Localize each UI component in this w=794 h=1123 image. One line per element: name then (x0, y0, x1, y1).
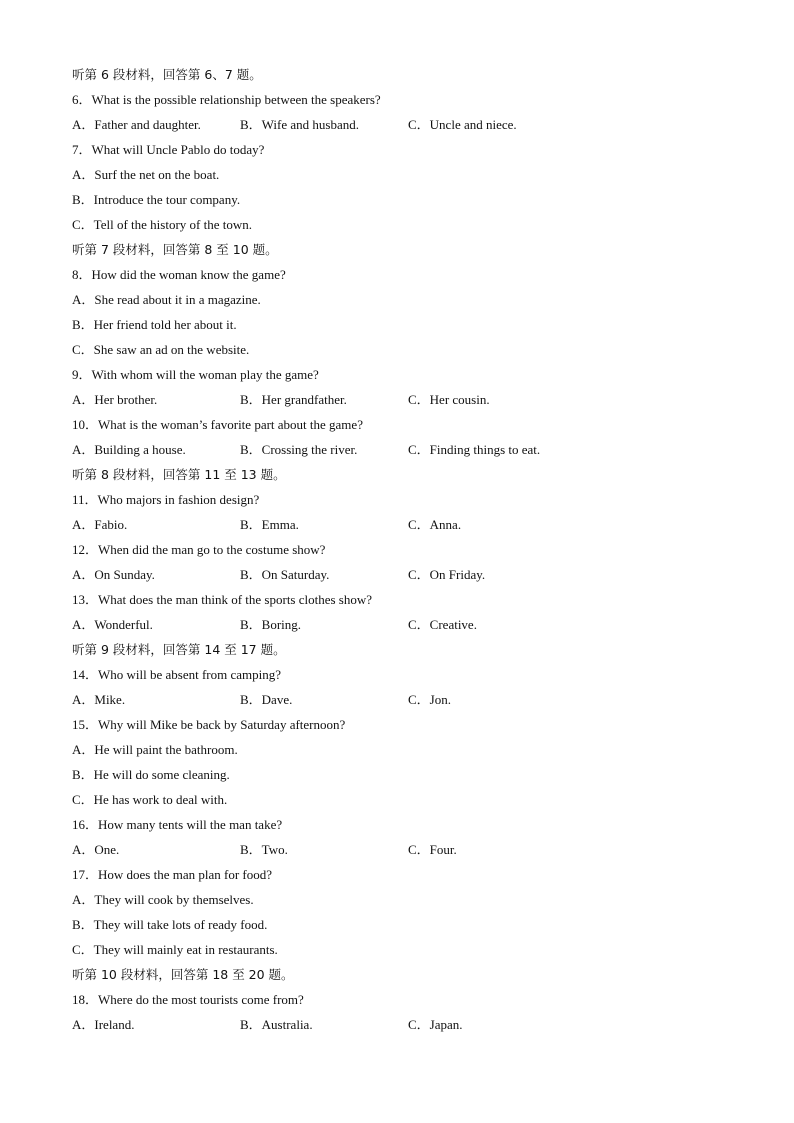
answer-option: A．Her brother. (72, 392, 158, 407)
answer-option: B．Wife and husband. (240, 117, 359, 132)
answer-options-row (72, 512, 732, 537)
answer-option: A．Building a house. (72, 442, 186, 457)
question-text: 6．What is the possible relationship between the speakers? (72, 92, 381, 107)
question-text: 10．What is the woman’s favorite part about the game? (72, 417, 363, 432)
question-text: 14．Who will be absent from camping? (72, 667, 282, 682)
section-heading: 听第 6 段材料，回答第 6、7 题。 (72, 67, 262, 82)
answer-option: B．Introduce the tour company. (72, 192, 241, 207)
answer-option: A．On Sunday. (72, 567, 155, 582)
answer-option: A．Father and daughter. (72, 117, 201, 132)
answer-option: A．Mike. (72, 692, 126, 707)
question-text: 18．Where do the most tourists come from? (72, 992, 304, 1007)
answer-option: B．He will do some cleaning. (72, 767, 230, 782)
question-text: 7．What will Uncle Pablo do today? (72, 142, 265, 157)
answer-option: A．Surf the net on the boat. (72, 167, 220, 182)
answer-option: B．Dave. (240, 692, 293, 707)
question-text: 16．How many tents will the man take? (72, 817, 283, 832)
answer-option: B．Boring. (240, 617, 302, 632)
question-text: 12．When did the man go to the costume show? (72, 542, 326, 557)
section-heading: 听第 10 段材料，回答第 18 至 20 题。 (72, 967, 294, 982)
section-heading: 听第 7 段材料，回答第 8 至 10 题。 (72, 242, 278, 257)
answer-option: B．Two. (240, 842, 288, 857)
answer-option: C．They will mainly eat in restaurants. (72, 942, 278, 957)
section-heading: 听第 8 段材料，回答第 11 至 13 题。 (72, 467, 286, 482)
question-text: 9．With whom will the woman play the game? (72, 367, 319, 382)
answer-option: C．He has work to deal with. (72, 792, 228, 807)
exam-page (72, 62, 732, 1037)
answer-option: A．She read about it in a magazine. (72, 292, 261, 307)
answer-options-row (72, 387, 732, 412)
answer-options-row (72, 112, 732, 137)
answer-option: B．Crossing the river. (240, 442, 358, 457)
answer-option: C．Japan. (408, 1017, 463, 1032)
answer-option: C．Finding things to eat. (408, 442, 541, 457)
answer-option: C．Anna. (408, 517, 462, 532)
answer-option: B．Emma. (240, 517, 299, 532)
answer-option: B．Australia. (240, 1017, 313, 1032)
answer-options-row (72, 562, 732, 587)
answer-options-row (72, 837, 732, 862)
answer-option: B．Her friend told her about it. (72, 317, 237, 332)
answer-options-row (72, 612, 732, 637)
answer-option: A．They will cook by themselves. (72, 892, 254, 907)
section-heading: 听第 9 段材料，回答第 14 至 17 题。 (72, 642, 286, 657)
answer-option: C．Four. (408, 842, 457, 857)
answer-option: C．Uncle and niece. (408, 117, 517, 132)
answer-option: C．Tell of the history of the town. (72, 217, 252, 232)
question-text: 8．How did the woman know the game? (72, 267, 286, 282)
answer-option: A．Fabio. (72, 517, 128, 532)
question-text: 15．Why will Mike be back by Saturday afternoon? (72, 717, 346, 732)
answer-option: C．On Friday. (408, 567, 486, 582)
answer-options-row (72, 687, 732, 712)
answer-option: A．One. (72, 842, 120, 857)
answer-option: C．Her cousin. (408, 392, 490, 407)
answer-options-row (72, 437, 732, 462)
answer-option: B．They will take lots of ready food. (72, 917, 268, 932)
answer-option: C．Creative. (408, 617, 477, 632)
answer-option: A．Wonderful. (72, 617, 153, 632)
question-text: 13．What does the man think of the sports clothes show? (72, 592, 373, 607)
answer-option: B．Her grandfather. (240, 392, 347, 407)
answer-option: B．On Saturday. (240, 567, 330, 582)
question-text: 17．How does the man plan for food? (72, 867, 273, 882)
answer-option: C．She saw an ad on the website. (72, 342, 250, 357)
question-text: 11．Who majors in fashion design? (72, 492, 260, 507)
answer-options-row (72, 1012, 732, 1037)
answer-option: A．He will paint the bathroom. (72, 742, 238, 757)
answer-option: C．Jon. (408, 692, 451, 707)
answer-option: A．Ireland. (72, 1017, 135, 1032)
